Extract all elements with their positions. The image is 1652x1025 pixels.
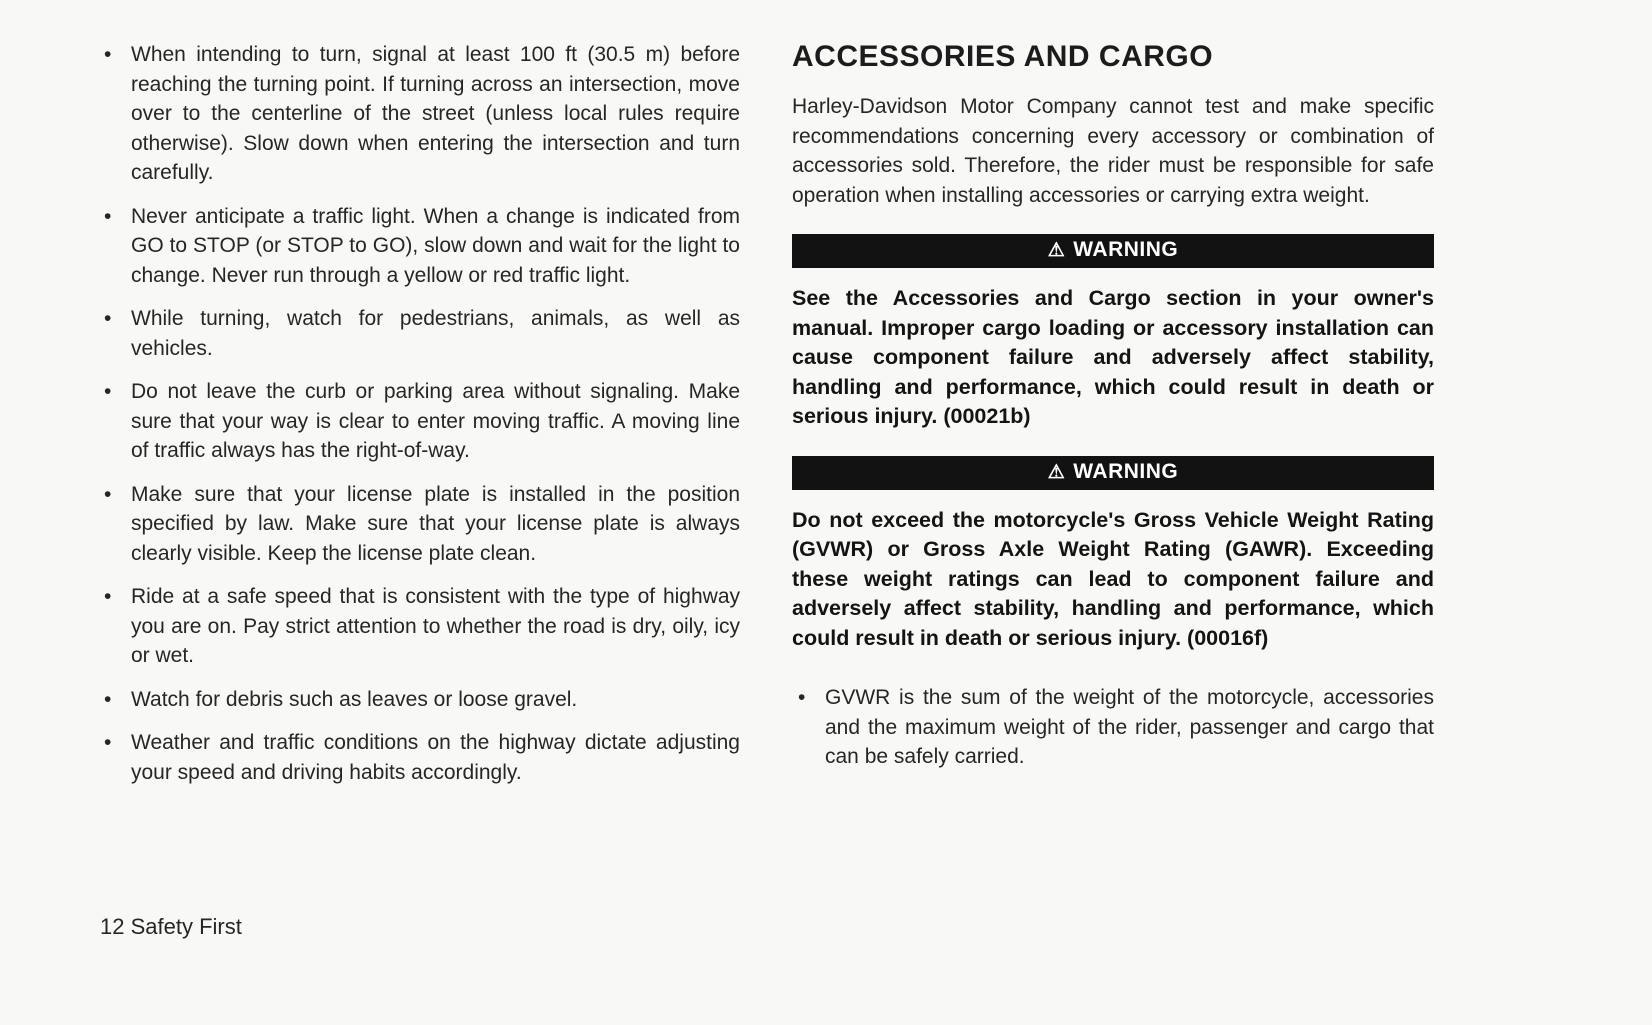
gvwr-bullet-list [792,683,1434,772]
list-item: • Never anticipate a traffic light. When a change is indicated from GO to STOP (or STOP to GO), slow down and wait for the light to change. Never run through a yellow or red traffic light. [98,202,740,291]
list-item: • Weather and traffic conditions on the highway dictate adjusting your speed and driving habits accordingly. [98,728,740,787]
list-item: • Watch for debris such as leaves or loose gravel. [98,685,740,715]
warning-banner-label: WARNING [1073,238,1179,261]
warning-text: Do not exceed the motorcycle's Gross Vehicle Weight Rating (GVWR) or Gross Axle Weight Rating (GAWR). Exceeding these weight ratings can lead to component failure and adversely affect stability, handling and performance, which could result in death or serious injury. (00016f) [792,507,1434,650]
warning-triangle-icon: ⚠ [1047,461,1066,483]
list-item: • While turning, watch for pedestrians, animals, as well as vehicles. [98,304,740,363]
list-item: • When intending to turn, signal at least 100 ft (30.5 m) before reaching the turning point. If turning across an intersection, move over to the centerline of the street (unless local rules require otherwise). Slow down when entering the intersection and turn carefully. [98,40,740,188]
warning-banner [792,456,1434,490]
list-item: • Make sure that your license plate is installed in the position specified by law. Make sure that your license plate is always clearly visible. Keep the license plate clean. [98,480,740,569]
list-item: • GVWR is the sum of the weight of the motorcycle, accessories and the maximum weight of the rider, passenger and cargo that can be safely carried. [792,683,1434,772]
list-item: • Ride at a safe speed that is consistent with the type of highway you are on. Pay strict attention to whether the road is dry, oily, icy or wet. [98,582,740,671]
warning-banner [792,234,1434,268]
two-column-layout [98,40,1434,801]
right-column [792,40,1434,801]
warning-text: See the Accessories and Cargo section in your owner's manual. Improper cargo loading or accessory installation can cause component failure and adversely affect stability, handling and performance, which could result in death or serious injury. (00021b) [792,286,1434,428]
intro-paragraph: Harley-Davidson Motor Company cannot test and make specific recommendations concerning every accessory or combination of accessories sold. Therefore, the rider must be responsible for safe operation when installing accessories or carrying extra weight. [792,95,1434,207]
warning-triangle-icon: ⚠ [1047,240,1066,261]
left-column [98,40,740,801]
list-item: • Do not leave the curb or parking area without signaling. Make sure that your way is clear to enter moving traffic. A moving line of traffic always has the right-of-way. [98,377,740,466]
warning-banner-label: WARNING [1073,459,1179,483]
safety-bullet-list [98,40,740,787]
page-footer: 12 Safety First [100,914,242,939]
section-heading: ACCESSORIES AND CARGO [792,40,1214,73]
